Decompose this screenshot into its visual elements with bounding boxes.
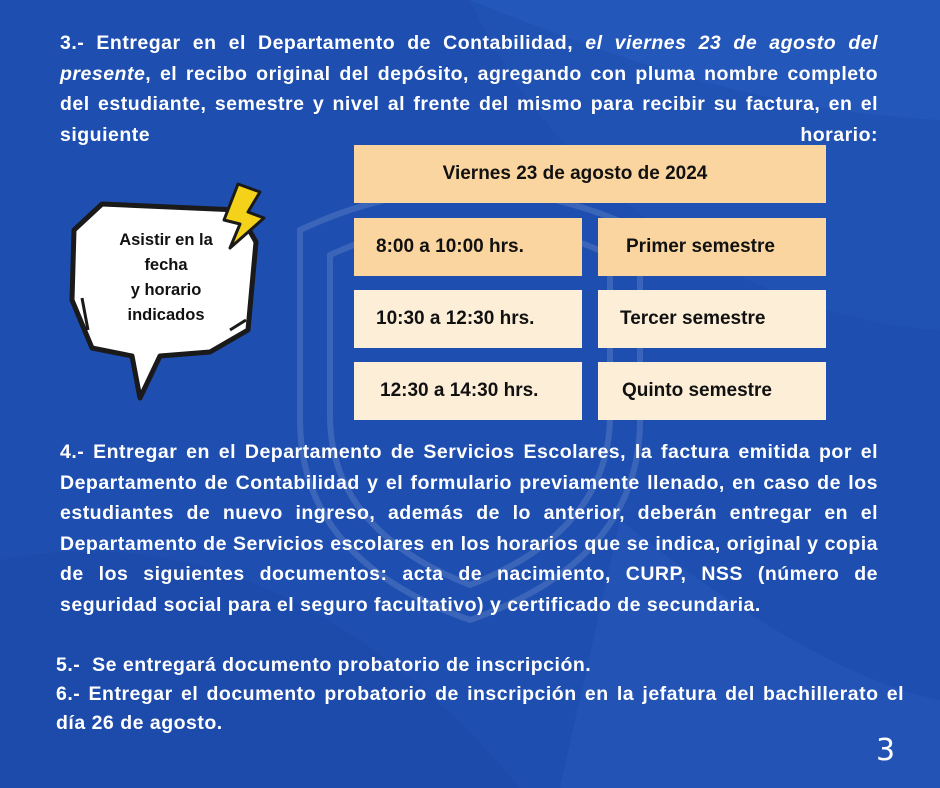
step-3-number: 3.- [60, 32, 85, 54]
schedule-semester-1: Primer semestre [598, 218, 826, 276]
steps-5-6 [56, 651, 904, 738]
step-6-number: 6.- [56, 683, 81, 705]
step-3-text-a: Entregar en el Departamento de Contabilidad, [96, 32, 574, 54]
schedule-header: Viernes 23 de agosto de 2024 [354, 145, 826, 203]
step-5-number: 5.- [56, 654, 81, 676]
step-6-text: Entregar el documento probatorio de inscripción en la jefatura del bachillerato el día 26 de agosto. [56, 683, 904, 734]
step-3-date-italic: el viernes 23 de agosto del presente [60, 32, 879, 85]
step-5-text: Se entregará documento probatorio de inscripción. [92, 654, 592, 676]
bubble-text [96, 228, 236, 328]
step-6-paragraph [56, 680, 904, 738]
page-number: 3 [876, 733, 896, 768]
step-4-paragraph [60, 437, 878, 620]
bubble-line-4: indicados [127, 306, 205, 324]
step-4-number: 4.- [60, 441, 85, 463]
step-5-paragraph [56, 651, 904, 680]
step-3-paragraph [60, 28, 878, 150]
step-3-text-b: , el recibo original del depósito, agregando con pluma nombre completo del estudiante, semestre y nivel al frente del mismo para recibir su factura, en el siguiente horario: [60, 62, 878, 146]
schedule-semester-3: Quinto semestre [598, 362, 826, 420]
bubble-line-3: y horario [130, 281, 202, 299]
bubble-line-1: Asistir en la [119, 231, 213, 249]
bubble-line-2: fecha [144, 256, 188, 274]
schedule-time-2: 10:30 a 12:30 hrs. [354, 290, 582, 348]
schedule-semester-2: Tercer semestre [598, 290, 826, 348]
step-4-text: Entregar en el Departamento de Servicios Escolares, la factura emitida por el Departamento de Contabilidad y el formulario previamente llenado, en caso de los estudiantes de nuevo ingreso, además de lo anterior, deberán entregar en el Departamento de Servicios escolares en los horarios que se indica, original y copia de los siguientes documentos: acta de nacimiento, CURP, NSS (número de seguridad social para el seguro facultativo) y certificado de secundaria. [60, 441, 879, 616]
schedule-time-3: 12:30 a 14:30 hrs. [354, 362, 582, 420]
schedule-time-1: 8:00 a 10:00 hrs. [354, 218, 582, 276]
